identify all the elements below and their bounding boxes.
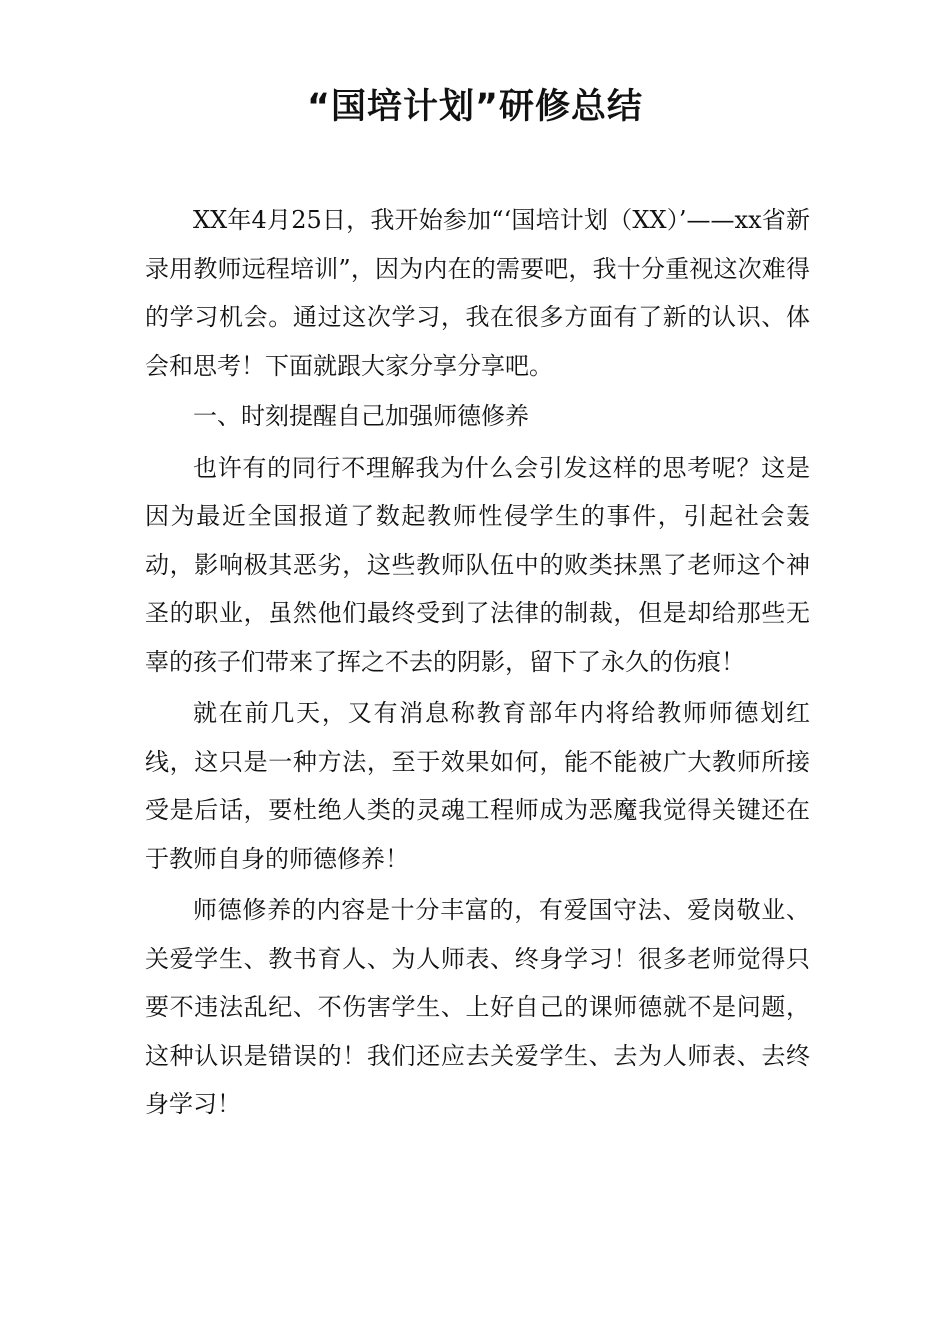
paragraph-reason: 也许有的同行不理解我为什么会引发这样的思考呢？这是因为最近全国报道了数起教师性侵学生的事件，引起社会轰动，影响极其恶劣，这些教师队伍中的败类抹黑了老师这个神圣的职业，虽然他们最终受到了法律的制裁，但是却给那些无辜的孩子们带来了挥之不去的阴影，留下了永久的伤痕！	[145, 453, 810, 676]
section-heading-1: 一、时刻提醒自己加强师德修养	[193, 402, 529, 430]
document-title: “国培计划”研修总结	[306, 87, 643, 127]
paragraph-ethics: 师德修养的内容是十分丰富的，有爱国守法、爱岗敬业、关爱学生、教书育人、为人师表、终身学习！很多老师觉得只要不违法乱纪、不伤害学生、上好自己的课师德就不是问题，这种认识是错误的！我们还应去关爱学生、去为人师表、去终身学习！	[145, 896, 810, 1118]
paragraph-intro: XX年4月25日，我开始参加“‘国培计划（XX）’——xx省新录用教师远程培训”，因为内在的需要吧，我十分重视这次难得的学习机会。通过这次学习，我在很多方面有了新的认识、体会和思考！下面就跟大家分享分享吧。	[145, 206, 810, 380]
paragraph-news: 就在前几天，又有消息称教育部年内将给教师师德划红线，这只是一种方法，至于效果如何，能不能被广大教师所接受是后话，要杜绝人类的灵魂工程师成为恶魔我觉得关键还在于教师自身的师德修养！	[145, 699, 810, 873]
document-body	[145, 196, 810, 1129]
